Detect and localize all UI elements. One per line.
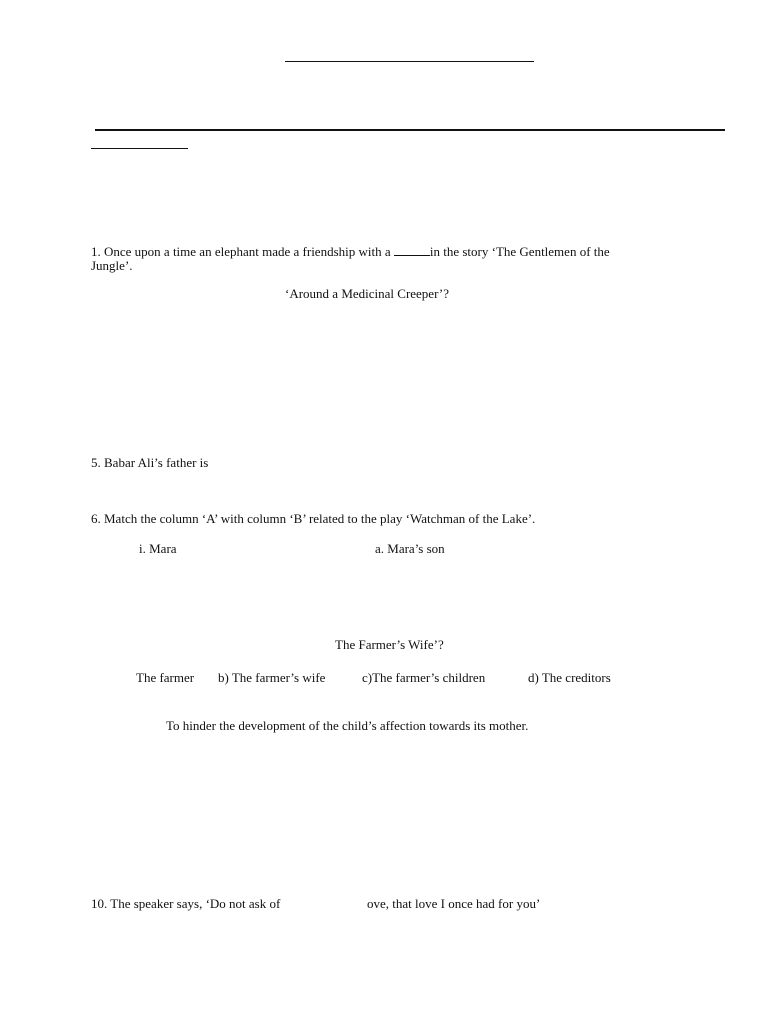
option-d[interactable]: d) The creditors xyxy=(528,670,611,685)
question-around-medicinal-creeper: ‘Around a Medicinal Creeper’? xyxy=(285,286,449,301)
question-6-column-a-item: i. Mara xyxy=(139,541,177,556)
statement-hinder-affection: To hinder the development of the child’s affection towards its mother. xyxy=(166,718,529,733)
question-6-prompt: 6. Match the column ‘A’ with column ‘B’ related to the play ‘Watchman of the Lake’. xyxy=(91,511,536,526)
question-1-text-end: in the story ‘The Gentlemen of the xyxy=(429,244,610,259)
question-1-continuation: Jungle’. xyxy=(91,258,133,273)
option-c[interactable]: c)The farmer’s children xyxy=(362,670,486,685)
question-10-end: ove, that love I once had for you’ xyxy=(367,896,541,911)
option-b[interactable]: b) The farmer’s wife xyxy=(218,670,326,685)
question-1-text-start: 1. Once upon a time an elephant made a friendship with a xyxy=(91,244,394,259)
question-10-start: 10. The speaker says, ‘Do not ask of xyxy=(91,896,281,911)
option-a[interactable]: The farmer xyxy=(136,670,195,685)
header-title-rule xyxy=(285,61,534,62)
header-short-rule xyxy=(91,148,188,149)
question-6-column-b-item: a. Mara’s son xyxy=(375,541,445,556)
question-5: 5. Babar Ali’s father is xyxy=(91,455,209,470)
question-farmers-wife-title: The Farmer’s Wife’? xyxy=(335,637,444,652)
header-full-rule xyxy=(95,129,725,131)
question-1 xyxy=(91,244,610,259)
question-1-blank[interactable] xyxy=(394,245,430,256)
